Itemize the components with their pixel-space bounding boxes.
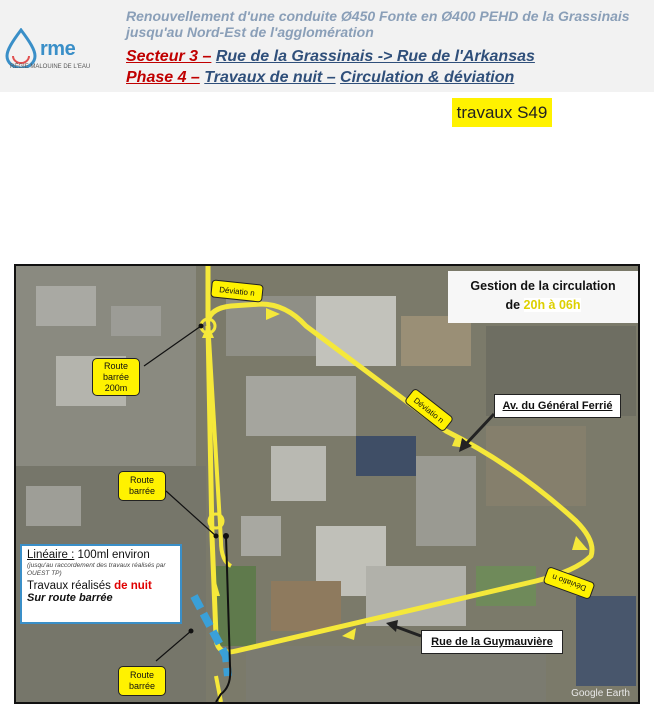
callout-route-barree-200m: Route barrée 200m	[92, 358, 140, 396]
night-works-line	[27, 580, 175, 592]
traffic-management-box	[448, 271, 638, 323]
night-prefix: Travaux réalisés	[27, 580, 111, 592]
project-title: Renouvellement d'une conduite Ø450 Fonte en Ø400 PEHD de la Grassinais jusqu'au Nord-Est de l'agglomération	[126, 8, 630, 40]
building	[486, 426, 586, 506]
leader-dot	[189, 629, 194, 634]
building	[111, 306, 161, 336]
street-label-general-ferrie: Av. du Général Ferrié	[494, 394, 621, 418]
lineaire-label: Linéaire :	[27, 549, 75, 561]
sector-text: Rue de la Grassinais -> Rue de l'Arkansas	[215, 48, 535, 65]
deviation-tag-east: Déviatio n	[404, 388, 454, 433]
leader-dot	[214, 534, 219, 539]
works-info-box	[20, 544, 182, 624]
map-watermark: Google Earth	[571, 688, 630, 699]
deviation-tag-south: Déviatio n	[542, 566, 595, 600]
water-drop-icon	[4, 28, 38, 68]
gestion-prefix: de	[505, 298, 521, 312]
lineaire-note: (jusqu'au raccordement des travaux réalisés par OUEST TP)	[27, 562, 166, 577]
building	[271, 446, 326, 501]
building	[316, 296, 396, 366]
building	[576, 596, 636, 686]
pipe-start-dot	[223, 533, 229, 539]
leader-dot	[199, 324, 204, 329]
phase-text-b: Circulation & déviation	[340, 69, 515, 86]
gestion-line2	[448, 296, 638, 315]
phase-text-a: Travaux de nuit –	[204, 69, 336, 86]
logo-subtext: RÉGIE MALOUINE DE L'EAU	[10, 64, 91, 70]
sector-heading	[126, 48, 535, 66]
week-badge: travaux S49	[452, 98, 552, 127]
phase-prefix: Phase 4 –	[126, 69, 200, 86]
green-area	[216, 566, 256, 646]
phase-heading	[126, 69, 514, 87]
sector-prefix: Secteur 3 –	[126, 48, 212, 65]
building	[36, 286, 96, 326]
building	[241, 516, 281, 556]
logo-text: rme	[40, 38, 76, 60]
deviation-tag-north: Déviatio n	[210, 279, 264, 302]
lineaire-value: 100ml environ	[77, 549, 150, 561]
urban-block	[246, 646, 546, 702]
callout-route-barree-mid: Route barrée	[118, 471, 166, 501]
building	[271, 581, 341, 631]
aerial-map	[14, 264, 640, 704]
street-label-guymauviere: Rue de la Guymauvière	[421, 630, 563, 654]
building	[26, 486, 81, 526]
lineaire-line	[27, 549, 175, 561]
night-highlight: de nuit	[114, 580, 152, 592]
building	[246, 376, 356, 436]
gestion-hours: 20h à 06h	[523, 298, 581, 312]
building	[416, 456, 476, 546]
rme-logo	[4, 22, 92, 74]
building	[401, 316, 471, 366]
callout-route-barree-bottom: Route barrée	[118, 666, 166, 696]
road-closed-line: Sur route barrée	[27, 592, 113, 604]
solar-roof	[356, 436, 416, 476]
gestion-line1: Gestion de la circulation	[470, 279, 616, 293]
